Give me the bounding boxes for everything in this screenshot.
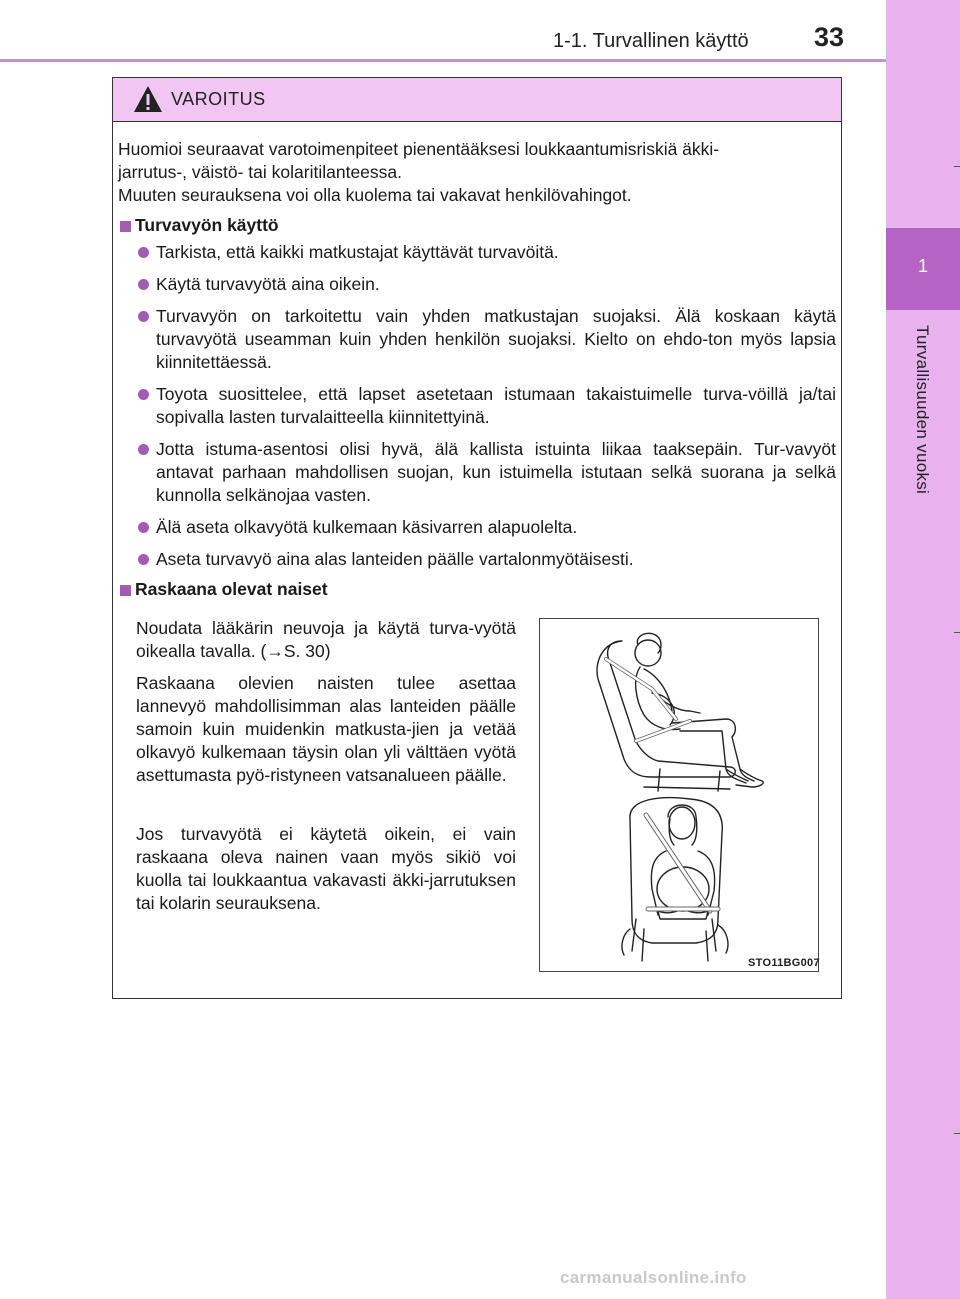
bullet-dot-icon <box>138 247 149 258</box>
bullet-dot-icon <box>138 279 149 290</box>
crop-mark <box>954 166 960 167</box>
list-item: Käytä turvavyötä aina oikein. <box>156 274 380 294</box>
warning-header <box>113 78 841 122</box>
chapter-label: Turvallisuuden vuoksi <box>913 325 932 495</box>
warning-intro-line: jarrutus-, väistö- tai kolaritilanteessa. <box>118 162 402 182</box>
crop-mark <box>954 632 960 633</box>
pregnant-woman-illustration <box>540 619 818 971</box>
paragraph-pregnant-3: Jos turvavyötä ei käytetä oikein, ei vain raskaana oleva nainen vaan myös sikiö voi kuolla tai loukkaantua vakavasti äkki-jarrutuksen tai kolarin seurauksena. <box>136 824 516 913</box>
bullet-dot-icon <box>138 311 149 322</box>
section-heading-seatbelt-use: Turvavyön käyttö <box>135 215 279 235</box>
section-heading-pregnant-women: Raskaana olevat naiset <box>135 579 328 599</box>
paragraph-pregnant-1: Noudata lääkärin neuvoja ja käytä turva-vyötä oikealla tavalla. (→S. 30) <box>136 618 516 661</box>
paragraph-pregnant-2: Raskaana olevien naisten tulee asettaa lannevyö mahdollisimman alas lanteiden päälle samoin kuin muidenkin matkusta-jien ja vetää olkavyö kulkemaan täysin olan yli välttäen vyötä asettumasta pyö-ristyneen vatsanalueen päälle. <box>136 673 516 785</box>
bullet-dot-icon <box>138 444 149 455</box>
warning-title: VAROITUS <box>171 89 266 109</box>
watermark: carmanualsonline.info <box>560 1268 747 1287</box>
header-section-title: 1-1. Turvallinen käyttö <box>553 30 749 52</box>
chapter-number: 1 <box>917 256 928 276</box>
chapter-sidebar <box>886 0 960 1299</box>
header-divider <box>0 59 886 62</box>
crop-mark <box>954 1133 960 1134</box>
warning-triangle-icon <box>133 85 163 113</box>
warning-intro-line: Huomioi seuraavat varotoimenpiteet pienentääksesi loukkaantumisriskiä äkki- <box>118 139 720 159</box>
section-square-icon <box>120 221 131 232</box>
section-square-icon <box>120 585 131 596</box>
bullet-dot-icon <box>138 554 149 565</box>
page-number: 33 <box>814 22 845 52</box>
bullet-dot-icon <box>138 389 149 400</box>
list-item: Älä aseta olkavyötä kulkemaan käsivarren alapuolelta. <box>156 517 578 537</box>
list-item: Jotta istuma-asentosi olisi hyvä, älä kallista istuinta liikaa taaksepäin. Tur-vavyöt antavat parhaan mahdollisen suojan, kun istuimella istutaan selkä suorana ja selkä kunnolla selkänojaa vasten. <box>156 439 836 505</box>
list-item: Toyota suosittelee, että lapset asetetaan istumaan takaistuimelle turva-vöillä ja/tai sopivalla lasten turvalaitteella kiinnitettyinä. <box>156 384 836 427</box>
warning-intro-line: Muuten seurauksena voi olla kuolema tai vakavat henkilövahingot. <box>118 185 632 205</box>
figure-code: STO11BG007 <box>748 957 820 969</box>
bullet-dot-icon <box>138 522 149 533</box>
list-item: Aseta turvavyö aina alas lanteiden päälle vartalonmyötäisesti. <box>156 549 634 569</box>
list-item: Tarkista, että kaikki matkustajat käyttävät turvavöitä. <box>156 242 559 262</box>
list-item: Turvavyön on tarkoitettu vain yhden matkustajan suojaksi. Älä koskaan käytä turvavyötä useamman kuin yhden henkilön suojaksi. Kielto on ehdo-ton myös lapsia kiinnitettäessä. <box>156 306 836 372</box>
figure-pregnant-seatbelt <box>539 618 819 972</box>
